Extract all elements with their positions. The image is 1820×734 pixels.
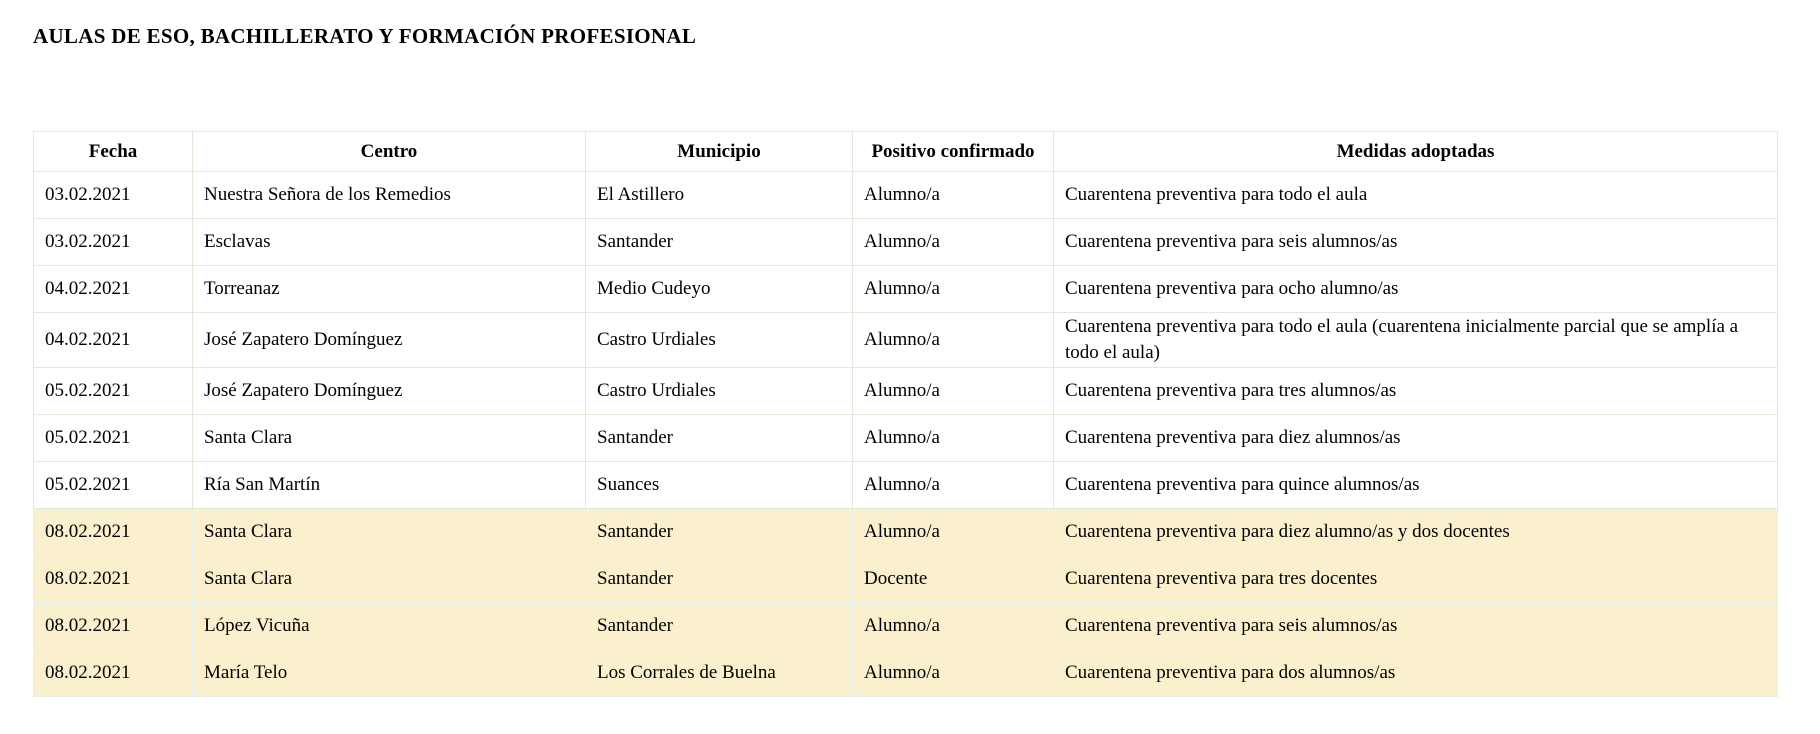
cell-positivo: Alumno/a	[853, 650, 1054, 697]
cell-medidas: Cuarentena preventiva para ocho alumno/as	[1054, 266, 1778, 313]
cell-medidas: Cuarentena preventiva para seis alumnos/as	[1054, 603, 1778, 650]
cell-medidas: Cuarentena preventiva para tres docentes	[1054, 556, 1778, 603]
cell-positivo: Docente	[853, 556, 1054, 603]
cell-centro: José Zapatero Domínguez	[193, 368, 586, 415]
table-row	[34, 266, 1778, 313]
cell-municipio: Castro Urdiales	[586, 313, 853, 368]
cell-fecha: 05.02.2021	[34, 415, 193, 462]
cell-municipio: Medio Cudeyo	[586, 266, 853, 313]
cell-municipio: Santander	[586, 219, 853, 266]
table-row	[34, 556, 1778, 603]
cell-positivo: Alumno/a	[853, 266, 1054, 313]
cell-centro: María Telo	[193, 650, 586, 697]
cell-centro: José Zapatero Domínguez	[193, 313, 586, 368]
table-row	[34, 603, 1778, 650]
cell-medidas: Cuarentena preventiva para todo el aula	[1054, 172, 1778, 219]
cell-centro: Ría San Martín	[193, 462, 586, 509]
table-row	[34, 462, 1778, 509]
cell-centro: Torreanaz	[193, 266, 586, 313]
cell-positivo: Alumno/a	[853, 172, 1054, 219]
table-row	[34, 172, 1778, 219]
cell-municipio: Suances	[586, 462, 853, 509]
table-row	[34, 509, 1778, 556]
cell-positivo: Alumno/a	[853, 368, 1054, 415]
cell-medidas: Cuarentena preventiva para seis alumnos/as	[1054, 219, 1778, 266]
cell-municipio: Castro Urdiales	[586, 368, 853, 415]
cell-fecha: 08.02.2021	[34, 556, 193, 603]
cell-fecha: 08.02.2021	[34, 650, 193, 697]
column-header-positivo: Positivo confirmado	[853, 132, 1054, 172]
header-row	[34, 132, 1778, 172]
cell-fecha: 05.02.2021	[34, 462, 193, 509]
table-row	[34, 219, 1778, 266]
cell-centro: López Vicuña	[193, 603, 586, 650]
cell-fecha: 04.02.2021	[34, 266, 193, 313]
table-header	[34, 132, 1778, 172]
cell-fecha: 03.02.2021	[34, 172, 193, 219]
cell-municipio: Santander	[586, 556, 853, 603]
column-header-municipio: Municipio	[586, 132, 853, 172]
table-row	[34, 650, 1778, 697]
column-header-medidas: Medidas adoptadas	[1054, 132, 1778, 172]
cell-medidas: Cuarentena preventiva para todo el aula (cuarentena inicialmente parcial que se amplía a todo el aula)	[1054, 313, 1778, 368]
cell-positivo: Alumno/a	[853, 313, 1054, 368]
cell-medidas: Cuarentena preventiva para quince alumnos/as	[1054, 462, 1778, 509]
column-header-fecha: Fecha	[34, 132, 193, 172]
table-row	[34, 313, 1778, 368]
cell-fecha: 05.02.2021	[34, 368, 193, 415]
cell-medidas: Cuarentena preventiva para dos alumnos/as	[1054, 650, 1778, 697]
cell-positivo: Alumno/a	[853, 462, 1054, 509]
cell-centro: Nuestra Señora de los Remedios	[193, 172, 586, 219]
cell-municipio: Santander	[586, 415, 853, 462]
table-row	[34, 368, 1778, 415]
cell-municipio: Los Corrales de Buelna	[586, 650, 853, 697]
cell-positivo: Alumno/a	[853, 219, 1054, 266]
cell-centro: Esclavas	[193, 219, 586, 266]
cell-medidas: Cuarentena preventiva para diez alumnos/as	[1054, 415, 1778, 462]
cell-municipio: Santander	[586, 509, 853, 556]
cell-centro: Santa Clara	[193, 415, 586, 462]
cell-municipio: Santander	[586, 603, 853, 650]
table-row	[34, 415, 1778, 462]
cell-positivo: Alumno/a	[853, 603, 1054, 650]
cell-fecha: 04.02.2021	[34, 313, 193, 368]
cell-positivo: Alumno/a	[853, 509, 1054, 556]
table-body	[34, 172, 1778, 697]
cell-municipio: El Astillero	[586, 172, 853, 219]
cell-fecha: 08.02.2021	[34, 603, 193, 650]
cell-fecha: 08.02.2021	[34, 509, 193, 556]
cell-medidas: Cuarentena preventiva para diez alumno/as y dos docentes	[1054, 509, 1778, 556]
cell-centro: Santa Clara	[193, 509, 586, 556]
cell-medidas: Cuarentena preventiva para tres alumnos/as	[1054, 368, 1778, 415]
page-title: AULAS DE ESO, BACHILLERATO Y FORMACIÓN PROFESIONAL	[33, 24, 697, 48]
cell-positivo: Alumno/a	[853, 415, 1054, 462]
column-header-centro: Centro	[193, 132, 586, 172]
cell-fecha: 03.02.2021	[34, 219, 193, 266]
cell-centro: Santa Clara	[193, 556, 586, 603]
quarantine-table	[33, 131, 1778, 697]
